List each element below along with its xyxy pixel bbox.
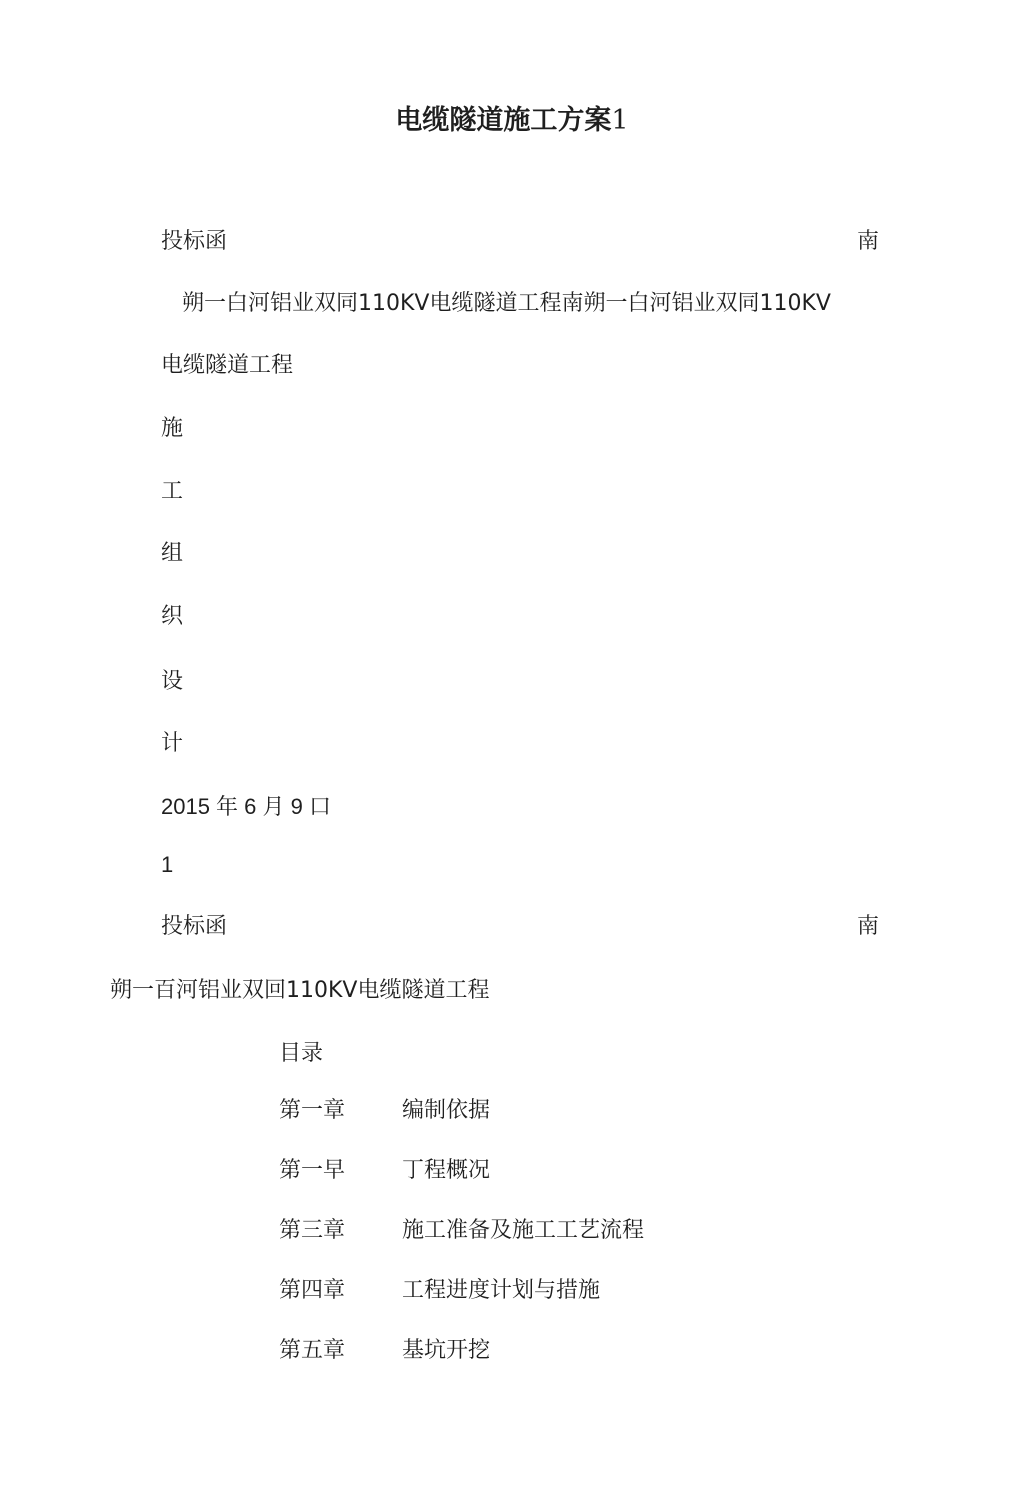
project-name-2: 朔一百河铝业双回110KV电缆隧道工程 [110,978,490,1003]
bid-letter-label-right: 南 [857,229,880,254]
vertical-char-2: 工 [161,479,184,504]
toc-item-chapter: 第一早 [279,1158,346,1183]
toc-item-chapter: 第三章 [279,1218,346,1243]
toc-item-title: 基坑开挖 [402,1338,491,1363]
document-title-suffix: 1 [611,105,629,136]
toc-item-chapter: 第五章 [279,1338,346,1363]
toc-item-chapter: 第四章 [279,1278,346,1303]
toc-item-title: 工程进度计划与措施 [402,1278,601,1303]
project-name-line: 朔一白河铝业双同110KV电缆隧道工程南朔一白河铝业双同110KV [182,291,831,316]
document-title [0,107,1024,134]
vertical-char-6: 计 [161,731,184,756]
vertical-char-1: 施 [161,416,184,441]
toc-item-chapter: 第一章 [279,1098,346,1123]
toc-item-title: 丁程概况 [402,1158,491,1183]
document-date: 2015 年 6 月 9 口 [161,794,331,819]
vertical-char-5: 设 [161,669,184,694]
toc-item-title: 施工准备及施工工艺流程 [402,1218,645,1243]
project-name-continuation: 电缆隧道工程 [161,353,294,378]
bid-letter-label-right-2: 南 [857,914,880,939]
document-title-main: 电缆隧道施工方案 [395,105,612,136]
toc-item-title: 编制依据 [402,1098,491,1123]
page-number: 1 [161,852,174,877]
bid-letter-label-2: 投标函 [161,914,228,939]
vertical-char-3: 组 [161,541,184,566]
vertical-char-4: 织 [161,604,184,629]
bid-letter-label: 投标函 [161,229,228,254]
toc-heading: 目录 [279,1041,324,1066]
